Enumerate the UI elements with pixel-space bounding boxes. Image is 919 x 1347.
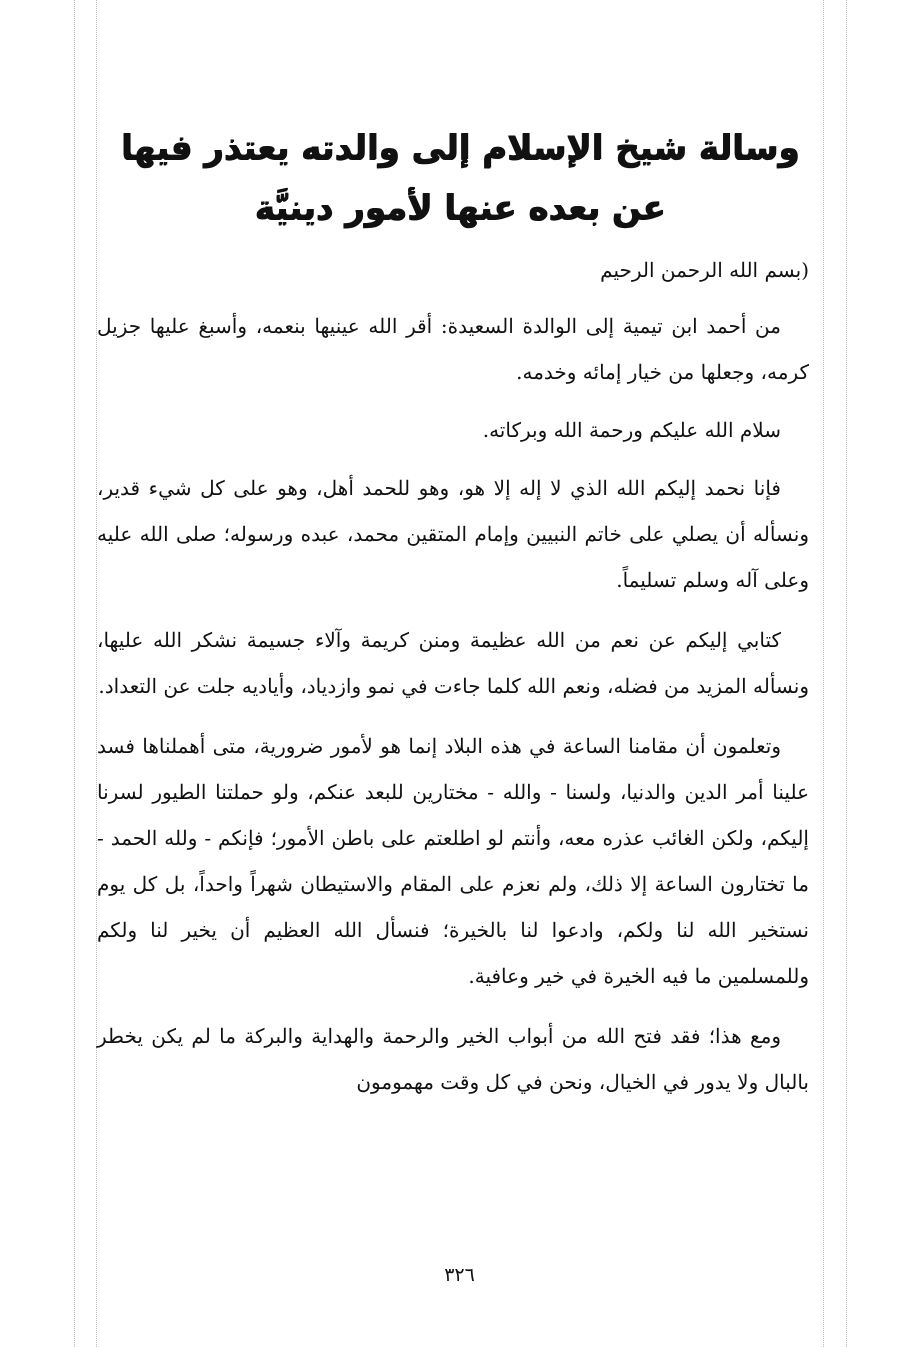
paragraph-greeting: سلام الله عليكم ورحمة الله وبركاته. — [482, 418, 781, 442]
basmala: (بسم الله الرحمن الرحيم — [600, 258, 809, 282]
paragraph-blessings: كتابي إليكم عن نعم من الله عظيمة ومنن كريمة وآلاء جسيمة نشكر الله عليها، ونسأله المزيد من فضله، ونعم الله كلما جاءت في نمو وازدياد، وأياديه جلت عن التعداد. — [97, 628, 809, 698]
scan-guide-line — [823, 0, 824, 1347]
paragraph-praise: فإنا نحمد إليكم الله الذي لا إله إلا هو، وهو للحمد أهل، وهو على كل شيء قدير، ونسأله أن يصلي على خاتم النبيين وإمام المتقين محمد، عبده ورسوله؛ صلى الله عليه وعلى آله وسلم تسليماً. — [97, 476, 809, 592]
letter-title: وسالة شيخ الإسلام إلى والدته يعتذر فيها عن بعده عنها لأمور دينيَّة — [120, 128, 800, 228]
scan-guide-line — [74, 0, 75, 1347]
page-number: ٣٢٦ — [444, 1264, 475, 1286]
paragraph-reason: وتعلمون أن مقامنا الساعة في هذه البلاد إنما هو لأمور ضرورية، متى أهملناها فسد علينا أمر الدين والدنيا، ولسنا - والله - مختارين للبعد عنكم، ولو حملتنا الطيور لسرنا إليكم، ولكن الغائب عذره معه، وأنتم لو اطلعتم على باطن الأمور؛ فإنكم - ولله الحمد - ما تختارون الساعة إلا ذلك، ولم نعزم على المقام والاستيطان شهراً واحداً، بل كل يوم نستخير الله لنا ولكم، وادعوا لنا بالخيرة؛ فنسأل الله العظيم أن يخير لنا ولكم وللمسلمين ما فيه الخيرة في خير وعافية. — [97, 734, 809, 988]
paragraph-salutation: من أحمد ابن تيمية إلى الوالدة السعيدة: أقر الله عينيها بنعمه، وأسبغ عليها جزيل كرمه، وجعلها من خيار إمائه وخدمه. — [97, 314, 809, 384]
scan-guide-line — [846, 0, 847, 1347]
letter-body — [97, 247, 809, 1105]
paragraph-continuation: ومع هذا؛ فقد فتح الله من أبواب الخير والرحمة والهداية والبركة ما لم يكن يخطر بالبال ولا يدور في الخيال، ونحن في كل وقت مهمومون — [97, 1024, 809, 1094]
